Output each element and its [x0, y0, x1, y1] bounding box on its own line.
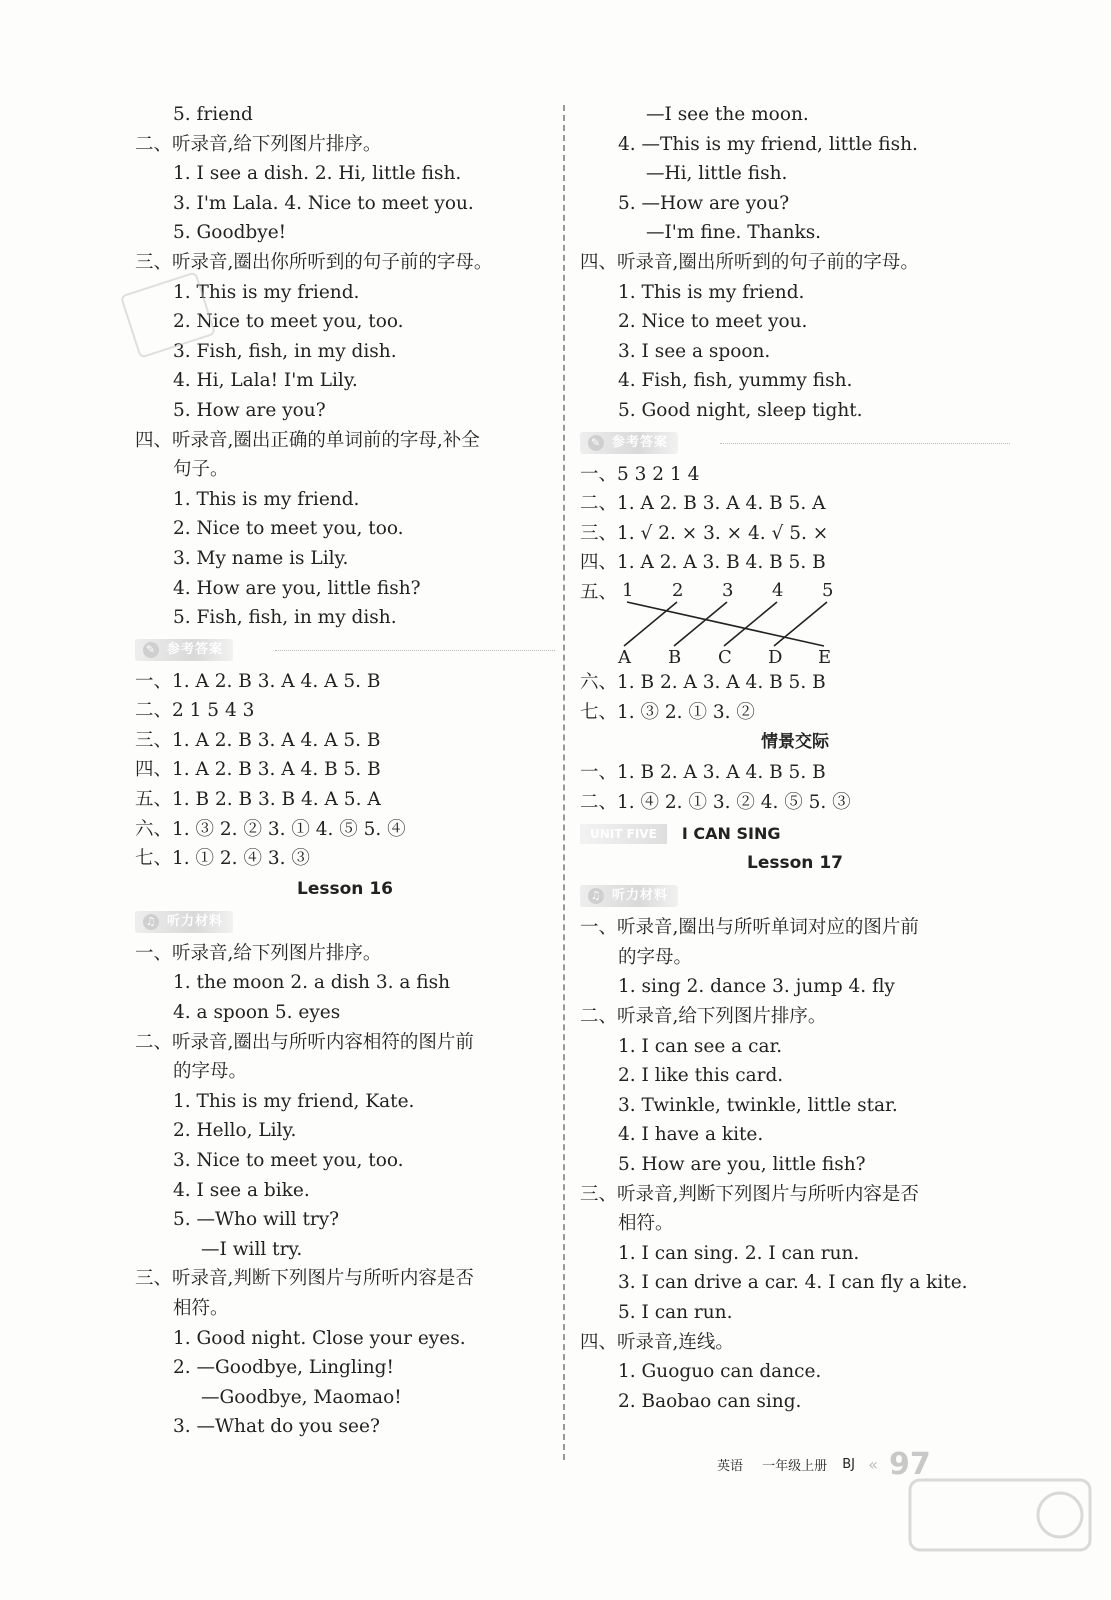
text-line: 2. Hello, Lily.: [173, 1120, 297, 1142]
answer-line: 二、2 1 5 4 3: [135, 700, 255, 722]
match-line: [627, 602, 824, 646]
match-top-label: 1: [622, 579, 634, 601]
text-line: 1. This is my friend.: [173, 281, 360, 303]
text-line: 4. Fish, fish, yummy fish.: [618, 370, 853, 392]
answer-line: 三、1. √ 2. × 3. × 4. √ 5. ×: [580, 522, 829, 544]
text-line: 5. Fish, fish, in my dish.: [173, 607, 397, 629]
answer-line: 六、1. B 2. A 3. A 4. B 5. B: [580, 671, 826, 693]
answer-line: 二、1. ④ 2. ① 3. ② 4. ⑤ 5. ③: [580, 791, 851, 813]
text-line: 1. This is my friend, Kate.: [173, 1090, 415, 1112]
section-heading: 四、听录音,圈出正确的单词前的字母,补全: [135, 429, 480, 451]
text-line: 1. Good night. Close your eyes.: [173, 1327, 466, 1349]
match-bottom-label: C: [718, 646, 732, 668]
text-line: 5. friend: [173, 104, 253, 125]
page-footer: [717, 1447, 931, 1482]
match-top-label: 3: [722, 579, 734, 601]
answers-icon: ✎: [588, 435, 604, 451]
text-line: 3. I can drive a car. 4. I can fly a kite.: [618, 1272, 968, 1294]
right-column: [580, 100, 1010, 1416]
answer-line: 四、1. A 2. A 3. B 4. B 5. B: [580, 552, 826, 574]
match-line: [674, 602, 727, 646]
listening-label: 听力材料: [167, 913, 224, 929]
text-line: —I will try.: [201, 1238, 303, 1260]
match-top-label: 2: [672, 579, 684, 601]
text-line: 3. Nice to meet you, too.: [173, 1150, 404, 1171]
text-line: 5. How are you?: [173, 399, 326, 421]
watermark-logo: [900, 1470, 1100, 1590]
answers-label-bar: [135, 639, 233, 661]
dotted-rule: [275, 650, 555, 651]
matching-answer: [580, 578, 1010, 668]
section-heading-cont: 句子。: [173, 459, 229, 481]
match-top-label: 5: [822, 579, 834, 601]
text-line: 5. —Who will try?: [173, 1209, 340, 1231]
text-line: 1. Guoguo can dance.: [618, 1361, 822, 1383]
answers-bar: [135, 633, 555, 667]
text-line: —Hi, little fish.: [646, 163, 788, 185]
headphones-icon: ♫: [143, 914, 159, 930]
text-line: 2. —Goodbye, Lingling!: [173, 1357, 394, 1379]
text-line: 2. Nice to meet you, too.: [173, 518, 404, 540]
situation-title: 情景交际: [761, 732, 829, 753]
text-line: 1. This is my friend.: [173, 488, 360, 510]
match-bottom-label: A: [618, 646, 631, 668]
text-line: 3. —What do you see?: [173, 1416, 380, 1438]
text-line: 3. I'm Lala. 4. Nice to meet you.: [173, 192, 474, 214]
page-number: 97: [888, 1447, 931, 1482]
text-line: 1. I see a dish. 2. Hi, little fish.: [173, 163, 462, 185]
text-line: —I'm fine. Thanks.: [646, 222, 822, 244]
listening-label-bar: [580, 885, 678, 907]
match-line: [724, 602, 777, 646]
text-line: 2. Nice to meet you.: [618, 311, 808, 333]
match-top-label: 4: [772, 579, 784, 601]
text-line: 3. My name is Lily.: [173, 547, 349, 569]
section-heading-cont: 的字母。: [173, 1061, 248, 1083]
section-heading: 三、听录音,判断下列图片与所听内容是否: [135, 1268, 474, 1290]
section-heading: 一、听录音,圈出与所听单词对应的图片前: [580, 917, 919, 939]
answer-line: 二、1. A 2. B 3. A 4. B 5. A: [580, 493, 826, 515]
text-line: 4. I have a kite.: [618, 1124, 764, 1146]
column-divider: [563, 105, 565, 1460]
text-line: —I see the moon.: [646, 104, 809, 125]
answers-label: 参考答案: [167, 641, 224, 657]
text-line: 4. —This is my friend, little fish.: [618, 133, 918, 155]
text-line: 4. a spoon 5. eyes: [173, 1002, 341, 1024]
lesson-title: Lesson 17: [747, 853, 843, 874]
text-line: 2. Baobao can sing.: [618, 1390, 802, 1412]
text-line: 5. Good night, sleep tight.: [618, 399, 863, 421]
listening-label-bar: [135, 911, 233, 933]
text-line: 3. I see a spoon.: [618, 340, 771, 362]
section-heading: 二、听录音,圈出与所听内容相符的图片前: [135, 1031, 474, 1053]
match-bottom-label: D: [768, 646, 783, 668]
text-line: 1. sing 2. dance 3. jump 4. fly: [618, 976, 895, 998]
footer-grade: 一年级上册: [762, 1459, 828, 1474]
dotted-rule: [720, 443, 1010, 444]
answer-line: 六、1. ③ 2. ② 3. ① 4. ⑤ 5. ④: [135, 818, 406, 840]
listening-bar: [135, 905, 555, 939]
section-heading: 三、听录音,判断下列图片与所听内容是否: [580, 1183, 919, 1205]
match-line: [624, 602, 677, 646]
section-heading: 二、听录音,给下列图片排序。: [135, 133, 382, 155]
text-line: 5. I can run.: [618, 1302, 733, 1323]
match-bottom-label: B: [668, 646, 682, 668]
text-line: 4. How are you, little fish?: [173, 577, 421, 599]
answer-line: 一、1. A 2. B 3. A 4. A 5. B: [135, 670, 381, 692]
matching-diagram: [610, 578, 890, 668]
section-heading: 四、听录音,圈出所听到的句子前的字母。: [580, 251, 919, 273]
answer-line: 五、1. B 2. B 3. B 4. A 5. A: [135, 789, 381, 811]
match-bottom-label: E: [818, 646, 832, 668]
listening-label: 听力材料: [612, 888, 669, 904]
listening-bar: [580, 879, 1010, 913]
unit-header: [580, 817, 1010, 848]
section-heading: 一、听录音,给下列图片排序。: [135, 942, 382, 964]
section-heading-cont: 相符。: [173, 1297, 229, 1319]
text-line: 5. Goodbye!: [173, 222, 287, 244]
text-line: 5. How are you, little fish?: [618, 1154, 866, 1176]
answer-line: 一、1. B 2. A 3. A 4. B 5. B: [580, 762, 826, 784]
answer-line: 七、1. ③ 2. ① 3. ②: [580, 701, 755, 723]
lesson-title: Lesson 16: [297, 878, 393, 899]
text-line: 4. I see a bike.: [173, 1179, 310, 1201]
text-line: 3. Fish, fish, in my dish.: [173, 340, 397, 362]
text-line: 4. Hi, Lala! I'm Lily.: [173, 370, 358, 392]
section-heading: 四、听录音,连线。: [580, 1331, 734, 1353]
text-line: 1. the moon 2. a dish 3. a fish: [173, 972, 451, 994]
answers-label: 参考答案: [612, 434, 669, 450]
section-heading: 三、听录音,圈出你所听到的句子前的字母。: [135, 251, 493, 273]
answer-line: 一、5 3 2 1 4: [580, 463, 700, 485]
match-line: [774, 602, 827, 646]
unit-title: I CAN SING: [681, 824, 781, 844]
section-heading-cont: 相符。: [618, 1213, 674, 1235]
arrow-icon: «: [868, 1455, 878, 1474]
footer-subject: 英语: [717, 1459, 744, 1474]
text-line: 2. I like this card.: [618, 1065, 784, 1087]
text-line: 5. —How are you?: [618, 192, 790, 214]
headphones-icon: ♫: [588, 888, 604, 904]
text-line: 3. Twinkle, twinkle, little star.: [618, 1094, 898, 1116]
section-heading-cont: 的字母。: [618, 946, 693, 968]
text-line: 1. This is my friend.: [618, 281, 805, 303]
text-line: 2. Nice to meet you, too.: [173, 311, 404, 333]
text-line: —Goodbye, Maomao!: [201, 1386, 402, 1408]
answer-line: 七、1. ① 2. ④ 3. ③: [135, 848, 310, 870]
answer-line: 四、1. A 2. B 3. A 4. B 5. B: [135, 759, 381, 781]
text-line: 1. I can see a car.: [618, 1035, 783, 1057]
footer-edition: BJ: [842, 1457, 855, 1472]
answers-icon: ✎: [143, 642, 159, 658]
answers-label-bar: [580, 432, 678, 454]
section-heading: 二、听录音,给下列图片排序。: [580, 1006, 827, 1028]
unit-tag: UNIT FIVE: [580, 824, 667, 844]
answers-bar: [580, 426, 1010, 460]
text-line: 1. I can sing. 2. I can run.: [618, 1242, 860, 1264]
answer-label: 五、: [580, 581, 618, 603]
answer-line: 三、1. A 2. B 3. A 4. A 5. B: [135, 729, 381, 751]
